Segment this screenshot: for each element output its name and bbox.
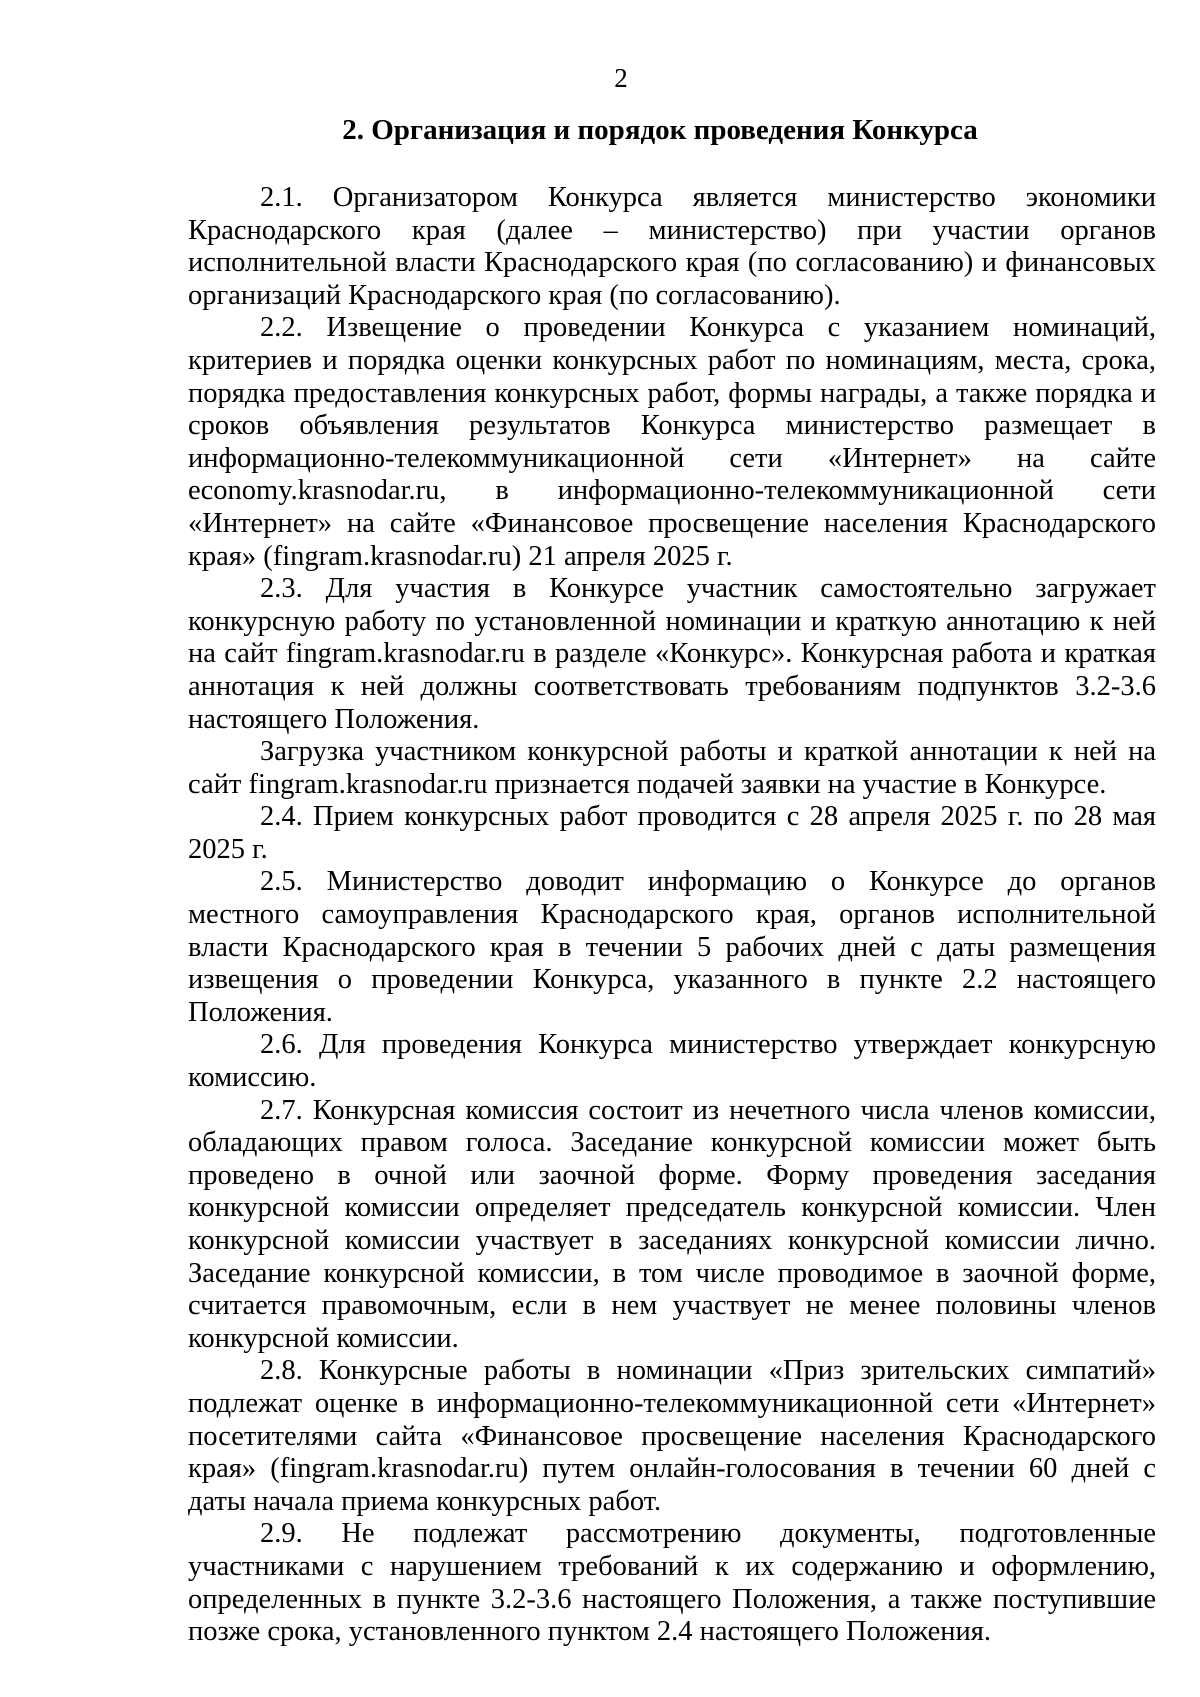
paragraph-2-6: 2.6. Для проведения Конкурса министерство утверждает конкурсную комиссию. bbox=[188, 1029, 1156, 1094]
document-body bbox=[188, 182, 1156, 1649]
paragraph-2-8: 2.8. Конкурсные работы в номинации «Приз зрительских симпатий» подлежат оценке в информационно-телекоммуникационной сети «Интернет» посетителями сайта «Финансовое просвещение населения Краснодарского края» (fingram.krasnodar.ru) путем онлайн-голосования в течении 60 дней с даты начала приема конкурсных работ. bbox=[188, 1355, 1156, 1517]
paragraph-2-9: 2.9. Не подлежат рассмотрению документы, подготовленные участниками с нарушением требований к их содержанию и оформлению, определенных в пункте 3.2-3.6 настоящего Положения, а также поступившие позже срока, установленного пунктом 2.4 настоящего Положения. bbox=[188, 1518, 1156, 1648]
page-number: 2 bbox=[614, 63, 628, 93]
section-title: 2. Организация и порядок проведения Конкурса bbox=[342, 114, 978, 146]
paragraph-2-4: 2.4. Прием конкурсных работ проводится с 28 апреля 2025 г. по 28 мая 2025 г. bbox=[188, 801, 1156, 865]
paragraph-2-5: 2.5. Министерство доводит информацию о Конкурсе до органов местного самоуправления Краснодарского края, органов исполнительной власти Краснодарского края в течении 5 рабочих дней с даты размещения извещения о проведении Конкурса, указанного в пункте 2.2 настоящего Положения. bbox=[188, 866, 1156, 1028]
paragraph-2-1: 2.1. Организатором Конкурса является министерство экономики Краснодарского края (далее – министерство) при участии органов исполнительной власти Краснодарского края (по согласованию) и финансовых организаций Краснодарского края (по согласованию). bbox=[188, 182, 1156, 311]
paragraph-2-3-upload: Загрузка участником конкурсной работы и краткой аннотации к ней на сайт fingram.krasnodar.ru признается подачей заявки на участие в Конкурсе. bbox=[188, 736, 1156, 800]
paragraph-2-3: 2.3. Для участия в Конкурсе участник самостоятельно загружает конкурсную работу по установленной номинации и краткую аннотацию к ней на сайт fingram.krasnodar.ru в разделе «Конкурс». Конкурсная работа и краткая аннотация к ней должны соответствовать требованиям подпунктов 3.2-3.6 настоящего Положения. bbox=[188, 573, 1156, 735]
paragraph-2-7: 2.7. Конкурсная комиссия состоит из нечетного числа членов комиссии, обладающих правом голоса. Заседание конкурсной комиссии может быть проведено в очной или заочной форме. Форму проведения заседания конкурсной комиссии определяет председатель конкурсной комиссии. Член конкурсной комиссии участвует в заседаниях конкурсной комиссии лично. Заседание конкурсной комиссии, в том числе проводимое в заочной форме, считается правомочным, если в нем участвует не менее половины членов конкурсной комиссии. bbox=[188, 1094, 1156, 1354]
paragraph-2-2: 2.2. Извещение о проведении Конкурса с указанием номинаций, критериев и порядка оценки конкурсных работ по номинациям, места, срока, порядка предоставления конкурсных работ, формы награды, а также порядка и сроков объявления результатов Конкурса министерство размещает в информационно-телекоммуникационной сети «Интернет» на сайте economy.krasnodar.ru, в информационно-телекоммуникационной сети «Интернет» на сайте «Финансовое просвещение населения Краснодарского края» (fingram.krasnodar.ru) 21 апреля 2025 г. bbox=[188, 312, 1156, 572]
